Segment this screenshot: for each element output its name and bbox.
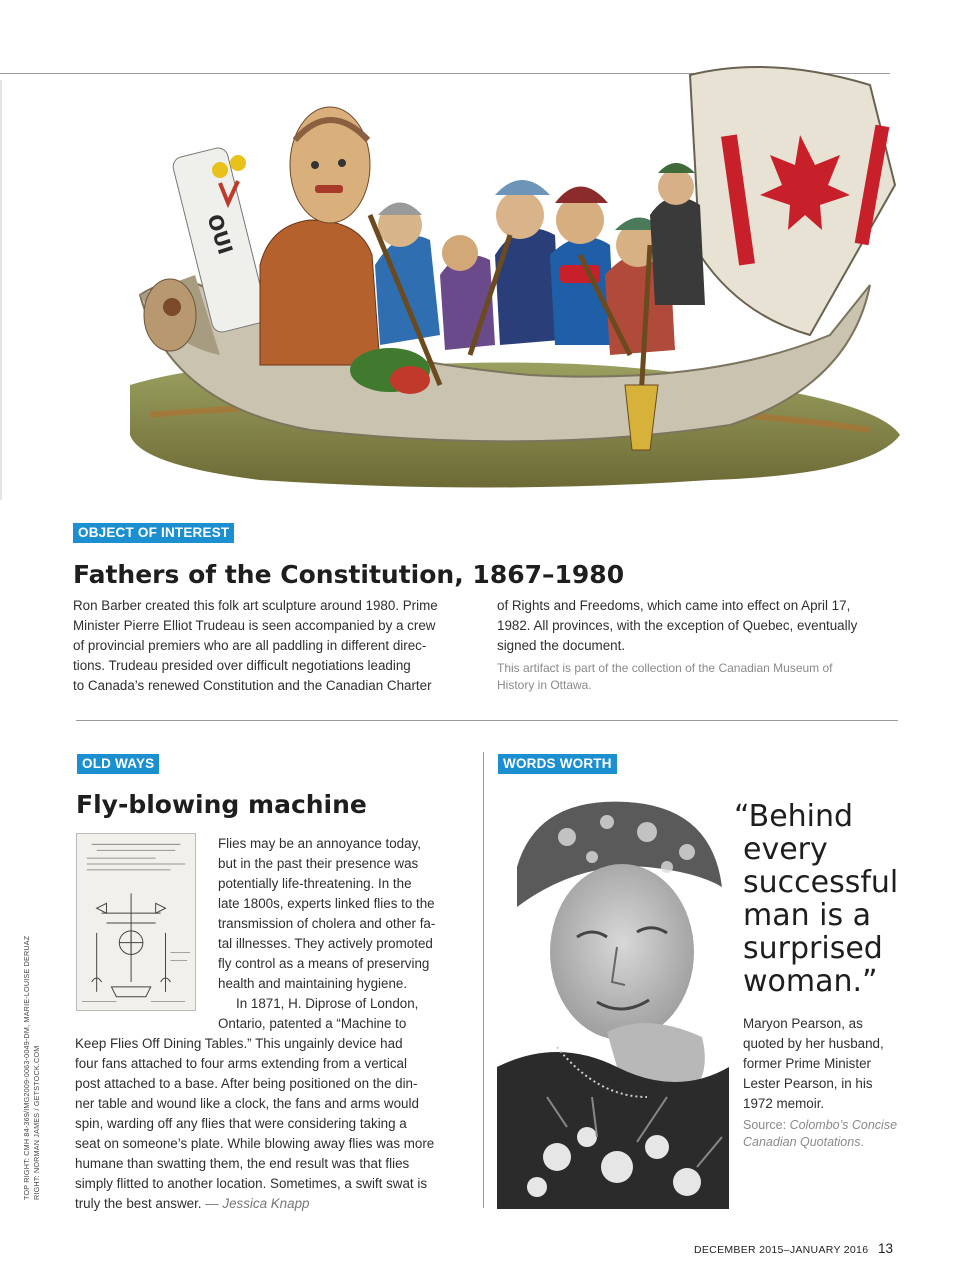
text-line: Ontario, patented a “Machine to [218,1016,407,1031]
text-line: Lester Pearson, in his [743,1076,873,1091]
text-line: but in the past their presence was [218,856,419,871]
quote-source [743,1117,923,1151]
caption-line: This artifact is part of the collection of the Canadian Museum of [497,661,833,675]
quote-line: “Behind [734,799,854,834]
text-line: simply flitted to another location. Sometimes, a swift swat is [75,1176,428,1191]
caption-line: History in Ottawa. [497,678,592,692]
text-line: seat on someone’s plate. While blowing away flies was more [75,1136,435,1151]
text-line: health and maintaining hygiene. [218,976,408,991]
quote-line: woman.” [743,964,878,999]
credit-line: TOP RIGHT: CMH 84-369/IMG2009-0063-0049-DM, MARIE-LOUISE DERUAZ [22,935,31,1200]
object-of-interest-tag: OBJECT OF INTEREST [73,523,234,543]
photo-credits [22,936,42,1200]
source-line-2 [743,1134,923,1151]
issue-date: DECEMBER 2015–JANUARY 2016 [694,1244,869,1256]
text-line: of Rights and Freedoms, which came into effect on April 17, [497,598,851,613]
quote-line: surprised [743,931,883,966]
folk-art-sculpture-image [110,55,905,495]
source-line-1 [743,1117,923,1134]
old-ways-full-text [75,1034,475,1214]
section-divider [76,720,898,721]
quote-attribution [743,1014,903,1114]
text-line: former Prime Minister [743,1056,871,1071]
source-title: Colombo’s Concise [789,1118,898,1132]
text-line: 1972 memoir. [743,1096,825,1111]
text-line: tal illnesses. They actively promoted [218,936,433,951]
text-line: tions. Trudeau presided over difficult negotiations leading [73,658,411,673]
oui-sign-label: OUI [202,211,238,258]
maryon-pearson-photo [497,797,729,1209]
byline: — Jessica Knapp [205,1196,310,1211]
old-ways-tag: OLD WAYS [77,754,159,774]
text-line: signed the document. [497,638,626,653]
text-line: Maryon Pearson, as [743,1016,863,1031]
text-line: humane than swatting them, the end result was that flies [75,1156,410,1171]
text-line: fly control as a means of preserving [218,956,430,971]
source-title: Canadian Quotations [743,1135,861,1149]
patent-drawing-image [76,833,196,1011]
text-line: In 1871, H. Diprose of London, [236,996,419,1011]
object-caption [497,660,897,694]
text-line: 1982. All provinces, with the exception of Quebec, eventually [497,618,858,633]
credit-line: RIGHT: NORMAN JAMES / GETSTOCK.COM [32,1045,41,1200]
text-line-last [75,1194,475,1214]
quote-line: man is a [743,898,872,933]
old-ways-headline: Fly-blowing machine [76,790,367,819]
quote-line: every [743,832,828,867]
text-line: potentially life-threatening. In the [218,876,412,891]
source-end: . [860,1135,864,1149]
text-line: ner table and wound like a clock, the fans and arms would [75,1096,419,1111]
text-fragment: truly the best answer. [75,1196,202,1211]
pull-quote [734,799,899,999]
object-body-col2 [497,596,897,656]
text-line: Minister Pierre Elliot Trudeau is seen accompanied by a crew [73,618,436,633]
text-line: late 1800s, experts linked flies to the [218,896,435,911]
object-headline: Fathers of the Constitution, 1867–1980 [73,560,625,589]
text-line: spin, warding off any flies that were considering taking a [75,1116,407,1131]
text-line: transmission of cholera and other fa- [218,916,436,931]
page-edge-mark [0,80,2,500]
old-ways-wrapped-text [218,834,473,1034]
text-line: quoted by her husband, [743,1036,884,1051]
quote-line: successful [743,865,899,900]
text-line: of provincial premiers who are all paddling in different direc- [73,638,427,653]
object-body-col1 [73,596,473,696]
text-line: Flies may be an annoyance today, [218,836,421,851]
page-number: 13 [878,1241,894,1256]
text-line: post attached to a base. After being positioned on the din- [75,1076,418,1091]
source-prefix: Source: [743,1118,787,1132]
text-line: Keep Flies Off Dining Tables.” This ungainly device had [75,1036,403,1051]
text-line: four fans attached to four arms extending from a vertical [75,1056,407,1071]
words-worth-tag: WORDS WORTH [498,754,617,774]
text-line: Ron Barber created this folk art sculpture around 1980. Prime [73,598,438,613]
text-line: to Canada’s renewed Constitution and the Canadian Charter [73,678,432,693]
column-divider [483,752,484,1208]
